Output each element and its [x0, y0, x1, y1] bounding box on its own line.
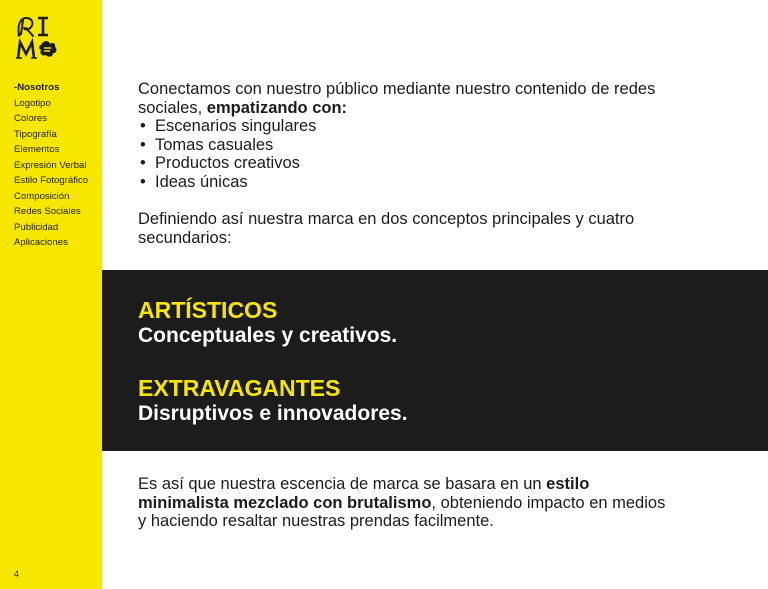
intro-bold-text: empatizando con:	[206, 98, 348, 117]
sidebar	[0, 0, 102, 589]
concept-title: EXTRAVAGANTES	[138, 375, 341, 401]
concepts-band	[102, 270, 768, 451]
nav-item-colores[interactable]: Colores	[14, 113, 48, 124]
nav-item-composicion[interactable]: Composición	[14, 190, 70, 202]
nav-item-aplicaciones[interactable]: Aplicaciones	[14, 237, 68, 248]
nav-item-estilo-fotografico[interactable]: Estilo Fotográfico	[14, 175, 89, 186]
intro-text: Conectamos con nuestro público mediante nuestro contenido de redes sociales,	[138, 80, 656, 117]
nav-item-publicidad[interactable]: Publicidad	[14, 221, 59, 233]
outro-paragraph	[138, 475, 668, 531]
nav-item-nosotros[interactable]: -Nosotros	[14, 82, 60, 93]
nav-item-redes-sociales[interactable]: Redes Sociales	[14, 206, 81, 217]
bullet-item: • Ideas únicas	[138, 173, 678, 192]
outro-text: Es así que nuestra escencia de marca se basara en un	[138, 475, 547, 493]
definition-paragraph: Definiendo así nuestra marca en dos conceptos principales y cuatro secundarios:	[138, 210, 635, 247]
nav-item-elementos[interactable]: Elementos	[14, 144, 60, 155]
bullet-item: • Escenarios singulares	[138, 117, 678, 136]
intro-paragraph	[138, 80, 678, 117]
sidebar-nav	[14, 80, 88, 251]
intro-section	[138, 80, 678, 247]
outro-bold-text: estilo minimalista mezclado con brutalismo	[138, 475, 590, 512]
nav-item-logotipo[interactable]: Logotipo	[14, 97, 51, 109]
bullet-list	[138, 117, 678, 191]
concept-block	[138, 375, 408, 426]
bullet-item: • Productos creativos	[138, 154, 678, 173]
nav-item-tipografia[interactable]: Tipografía	[14, 128, 57, 140]
concept-subtitle: Disruptivos e innovadores.	[138, 402, 408, 425]
concept-title: ARTÍSTICOS	[138, 297, 278, 323]
rime-logo-icon	[14, 14, 66, 66]
outro-text-end: , obteniendo impacto en medios y haciendo resaltar nuestras prendas facilmente.	[138, 493, 666, 531]
bullet-item: • Tomas casuales	[138, 136, 678, 155]
concept-block	[138, 297, 397, 348]
page-number: 4	[14, 569, 20, 579]
nav-item-expresion-verbal[interactable]: Expresión Verbal	[14, 159, 87, 171]
brand-logo[interactable]	[14, 14, 66, 66]
concept-subtitle: Conceptuales y creativos.	[138, 324, 398, 347]
